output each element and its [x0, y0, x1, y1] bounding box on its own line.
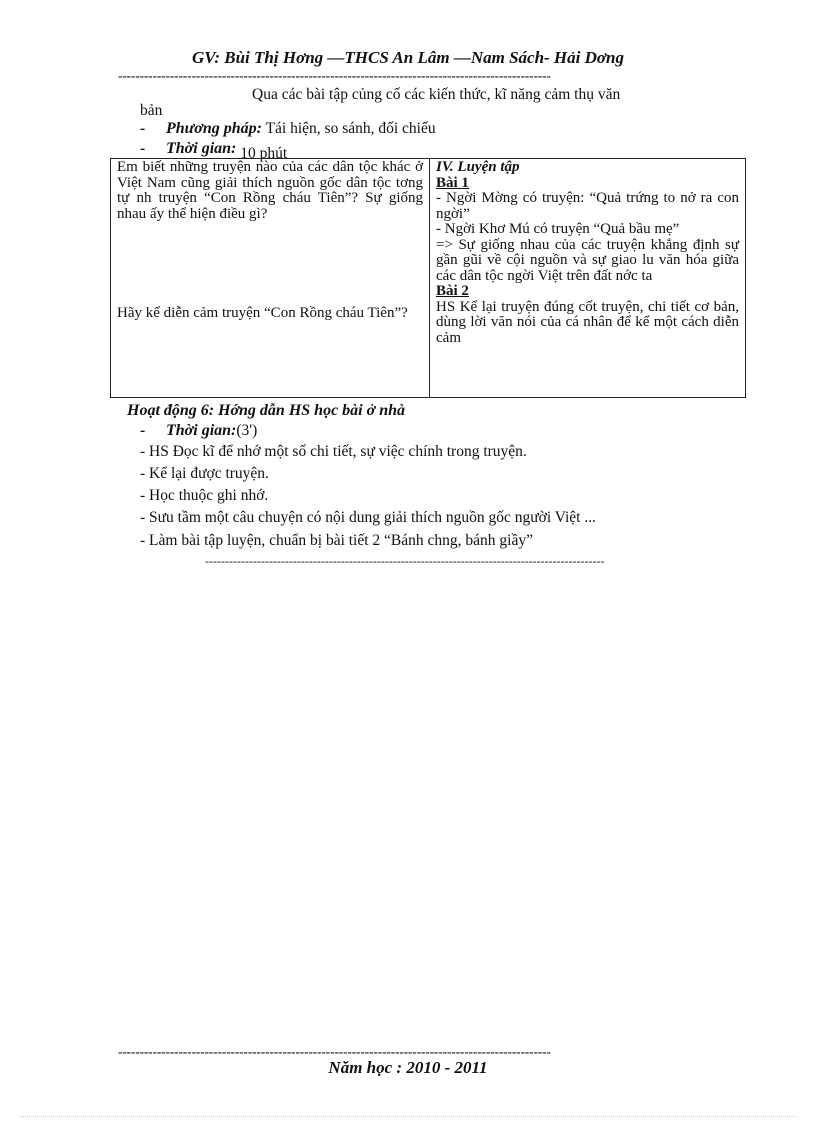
time-label-2: Thời gian: [166, 422, 237, 439]
bullet-dash: - [140, 120, 146, 137]
page-bottom-border [20, 1116, 796, 1117]
activity-6-row [127, 402, 405, 420]
section-title: IV. Luyện tập [436, 159, 520, 175]
intro-line-2: bản [140, 102, 163, 119]
task-item: - Kể lại được truyện. [140, 465, 269, 482]
exercise-1-line-2: - Ngời Khơ Mú có truyện “Quả bầu mẹ” [436, 221, 680, 237]
activity-6-value: Hớng dẫn HS học bài ở nhà [218, 402, 405, 419]
exercise-1-line-1: - Ngời Mờng có truyện: “Quả trứng to nở ra con ngời” [436, 190, 739, 222]
intro-line-1: Qua các bài tập củng cố các kiến thức, kĩ năng cảm thụ văn [252, 86, 621, 103]
method-label: Phương pháp: [166, 120, 262, 137]
answers-cell [430, 159, 746, 398]
section-end-rule: ---------------------------------------------------------------------------------------------------- [205, 555, 605, 567]
question-1: Em biết những truyện nào của các dân tộc khác ở Việt Nam cũng giải thích nguồn gốc dân tộc tơng tự nh truyện “Con Rồng cháu Tiên”? Sự giống nhau ấy thể hiện điều gì? [117, 159, 423, 222]
questions-cell [111, 159, 430, 398]
bullet-dash: - [140, 140, 146, 157]
header-rule: ---------------------------------------------------------------------------------------------------- [118, 70, 551, 82]
task-item: - Làm bài tập luyện, chuẩn bị bài tiết 2 “Bánh chng, bánh giầy” [140, 532, 533, 549]
table-row [111, 159, 746, 398]
bullet-dash: - [140, 422, 146, 439]
exercise-1-title: Bài 1 [436, 174, 469, 191]
lesson-table [110, 158, 746, 398]
task-item: - HS Đọc kĩ để nhớ một số chi tiết, sự việc chính trong truyện. [140, 443, 527, 460]
activity-6-label: Hoạt động 6: [127, 402, 215, 419]
question-2: Hãy kể diễn cảm truyện “Con Rồng cháu Tiên”? [117, 305, 408, 321]
time-row-1 [140, 140, 288, 162]
exercise-2-title: Bài 2 [436, 283, 469, 299]
method-row [140, 120, 436, 138]
exercise-2-line-1: HS Kể lại truyện đúng cốt truyện, chi tiết cơ bản, dùng lời văn nói của cá nhân để kể một cách diễn cảm [436, 298, 739, 346]
exercise-1-line-3: => Sự giống nhau của các truyện khẳng định sự gần gũi về cội nguồn và sự giao lu văn hóa giữa các dân tộc ngời Việt trên đất nớc ta [436, 236, 739, 284]
time-label: Thời gian: [166, 140, 237, 157]
task-item: - Học thuộc ghi nhớ. [140, 487, 269, 504]
page-header: GV: Bùi Thị Hơng —THCS An Lâm —Nam Sách- Hải Dơng [192, 48, 624, 67]
task-item: - Sưu tầm một câu chuyện có nội dung giải thích nguồn gốc người Việt ... [140, 509, 596, 526]
page-footer: Năm học : 2010 - 2011 [328, 1058, 488, 1077]
time-value-2: (3') [236, 422, 258, 439]
time-row-2 [140, 422, 257, 440]
method-value: Tái hiện, so sánh, đối chiếu [265, 120, 436, 137]
footer-rule: ---------------------------------------------------------------------------------------------------- [118, 1046, 551, 1058]
time-value: 10 phút [240, 145, 288, 162]
